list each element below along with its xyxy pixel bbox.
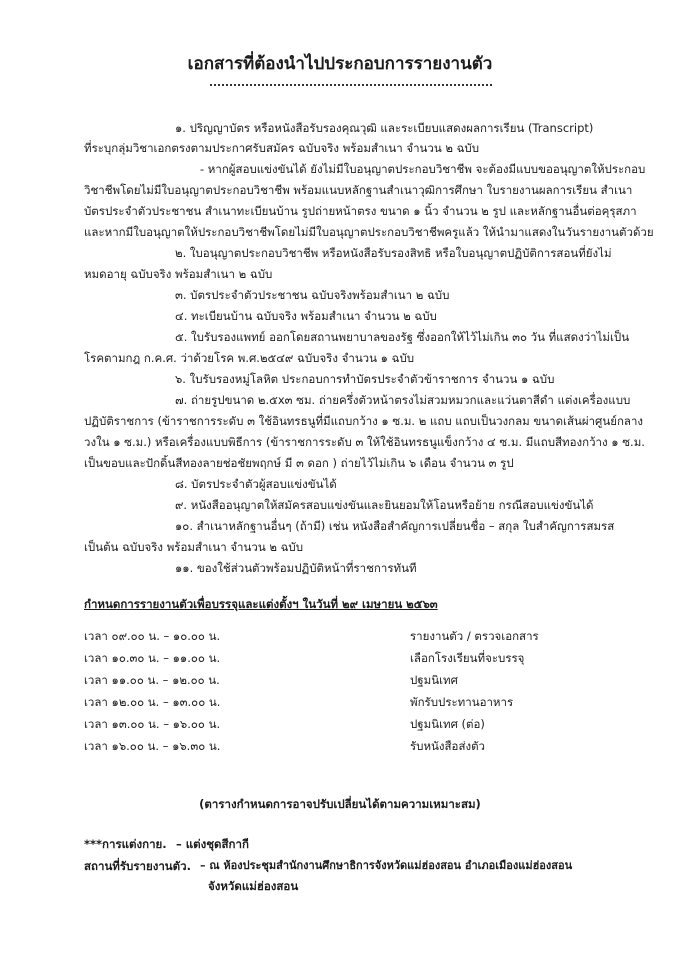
list-item: หมดอายุ ฉบับจริง พร้อมสำเนา ๒ ฉบับ xyxy=(84,267,273,281)
schedule-time: เวลา ๑๐.๓๐ น. – ๑๑.๐๐ น. xyxy=(84,651,221,665)
schedule-activity: รายงานตัว / ตรวจเอกสาร xyxy=(410,629,539,643)
list-item: - หากผู้สอบแข่งขันได้ ยังไม่มีใบอนุญาตประกอบวิชาชีพ จะต้องมีแบบขออนุญาตให้ประกอบ xyxy=(200,162,646,176)
schedule-time: เวลา ๑๒.๐๐ น. – ๑๓.๐๐ น. xyxy=(84,695,221,709)
list-item: ๑. ปริญญาบัตร หรือหนังสือรับรองคุณวุฒิ และระเบียบแสดงผลการเรียน (Transcript) xyxy=(175,121,594,135)
schedule-time: เวลา ๑๓.๐๐ น. – ๑๖.๐๐ น. xyxy=(84,717,221,731)
list-item: ๙. หนังสืออนุญาตให้สมัครสอบแข่งขันและยินยอมให้โอนหรือย้าย กรณีสอบแข่งขันได้ xyxy=(175,498,594,512)
venue-line: จังหวัดแม่ฮ่องสอน xyxy=(208,879,299,893)
list-item: ที่ระบุกลุ่มวิชาเอกตรงตามประกาศรับสมัคร ฉบับจริง พร้อมสำเนา จำนวน ๒ ฉบับ xyxy=(84,141,480,155)
dress-value: – แต่งชุดสีกากี xyxy=(176,837,249,851)
list-item: ๓. บัตรประจำตัวประชาชน ฉบับจริงพร้อมสำเนา ๒ ฉบับ xyxy=(175,288,450,302)
list-item: ๖. ใบรับรองหมู่โลหิต ประกอบการทำบัตรประจำตัวข้าราชการ จำนวน ๑ ฉบับ xyxy=(175,372,555,386)
venue-label: สถานที่รับรายงานตัว. xyxy=(84,859,191,873)
schedule-activity: รับหนังสือส่งตัว xyxy=(410,739,486,753)
page-title: เอกสารที่ต้องนำไปประกอบการรายงานตัว xyxy=(187,54,493,74)
schedule-time: เวลา ๐๙.๐๐ น. – ๑๐.๐๐ น. xyxy=(84,629,221,643)
list-item: ๑๑. ของใช้ส่วนตัวพร้อมปฏิบัติหน้าที่ราชการทันที xyxy=(175,561,417,575)
list-item: ๗. ถ่ายรูปขนาด ๒.๕x๓ ซม. ถ่ายครึ่งตัวหน้าตรงไม่สวมหมวกและแว่นตาสีดำ แต่งเครื่องแบบ xyxy=(175,393,631,407)
schedule-activity: พักรับประทานอาหาร xyxy=(410,695,514,709)
list-item: ๔. ทะเบียนบ้าน ฉบับจริง พร้อมสำเนา จำนวน ๒ ฉบับ xyxy=(175,309,437,323)
list-item: บัตรประจำตัวประชาชน สำเนาทะเบียนบ้าน รูปถ่ายหน้าตรง ขนาด ๑ นิ้ว จำนวน ๒ รูป และหลักฐานอื่นต่อคุรุสภา xyxy=(84,204,637,218)
dress-label: ***การแต่งกาย. xyxy=(84,837,167,851)
schedule-activity: ปฐมนิเทศ (ต่อ) xyxy=(410,717,485,731)
schedule-note: (ตารางกำหนดการอาจปรับเปลี่ยนได้ตามความเหมาะสม) xyxy=(199,797,481,811)
list-item: ปฏิบัติราชการ (ข้าราชการระดับ ๓ ใช้อินทรธนูที่มีแถบกว้าง ๑ ซ.ม. ๒ แถบ แถบเป็นวงกลม ขนาดเส้นผ่าศูนย์กลาง xyxy=(84,414,644,428)
dotted-underline xyxy=(210,84,492,86)
schedule-time: เวลา ๑๖.๐๐ น. – ๑๖.๓๐ น. xyxy=(84,739,221,753)
schedule-heading: กำหนดการรายงานตัวเพื่อบรรจุและแต่งตั้งฯ ในวันที่ ๒๙ เมษายน ๒๕๖๓ xyxy=(84,597,438,611)
list-item: ๒. ใบอนุญาตประกอบวิชาชีพ หรือหนังสือรับรองสิทธิ หรือใบอนุญาตปฏิบัติการสอนที่ยังไม่ xyxy=(175,246,612,260)
venue-line: – ณ ห้องประชุมสำนักงานศึกษาธิการจังหวัดแม่ฮ่องสอน อำเภอเมืองแม่ฮ่องสอน xyxy=(200,859,573,872)
list-item: โรคตามกฎ ก.ค.ศ. ว่าด้วยโรค พ.ศ.๒๕๔๙ ฉบับจริง จำนวน ๑ ฉบับ xyxy=(84,351,415,365)
list-item: ๑๐. สำเนาหลักฐานอื่นๆ (ถ้ามี) เช่น หนังสือสำคัญการเปลี่ยนชื่อ – สกุล ใบสำคัญการสมรส xyxy=(175,519,615,533)
list-item: วิชาชีพโดยไม่มีใบอนุญาตประกอบวิชาชีพ พร้อมแนบหลักฐานสำเนาวุฒิการศึกษา ใบรายงานผลการเรียน สำเนา xyxy=(84,183,633,197)
list-item: ๕. ใบรับรองแพทย์ ออกโดยสถานพยาบาลของรัฐ ซึ่งออกให้ไว้ไม่เกิน ๓๐ วัน ที่แสดงว่าไม่เป็น xyxy=(175,330,630,344)
list-item: เป็นต้น ฉบับจริง พร้อมสำเนา จำนวน ๒ ฉบับ xyxy=(84,540,304,554)
schedule-activity: ปฐมนิเทศ xyxy=(410,673,458,687)
list-item: และหากมีใบอนุญาตให้ประกอบวิชาชีพโดยไม่มีใบอนุญาตประกอบวิชาชีพครูแล้ว ให้นำมาแสดงในวันรายงานตัวด้วย xyxy=(84,225,654,239)
list-item: วงใน ๑ ซ.ม.) หรือเครื่องแบบพิธีการ (ข้าราชการระดับ ๓ ให้ใช้อินทรธนูแข็งกว้าง ๔ ซ.ม. มีแถบสีทองกว้าง ๑ ซ.ม. xyxy=(84,435,645,449)
list-item: ๘. บัตรประจำตัวผู้สอบแข่งขันได้ xyxy=(175,477,337,491)
schedule-time: เวลา ๑๑.๐๐ น. – ๑๒.๐๐ น. xyxy=(84,673,220,687)
list-item: เป็นขอบและปักดิ้นสีทองลายช่อชัยพฤกษ์ มี ๓ ดอก ) ถ่ายไว้ไม่เกิน ๖ เดือน จำนวน ๓ รูป xyxy=(84,456,514,470)
schedule-activity: เลือกโรงเรียนที่จะบรรจุ xyxy=(410,651,525,665)
